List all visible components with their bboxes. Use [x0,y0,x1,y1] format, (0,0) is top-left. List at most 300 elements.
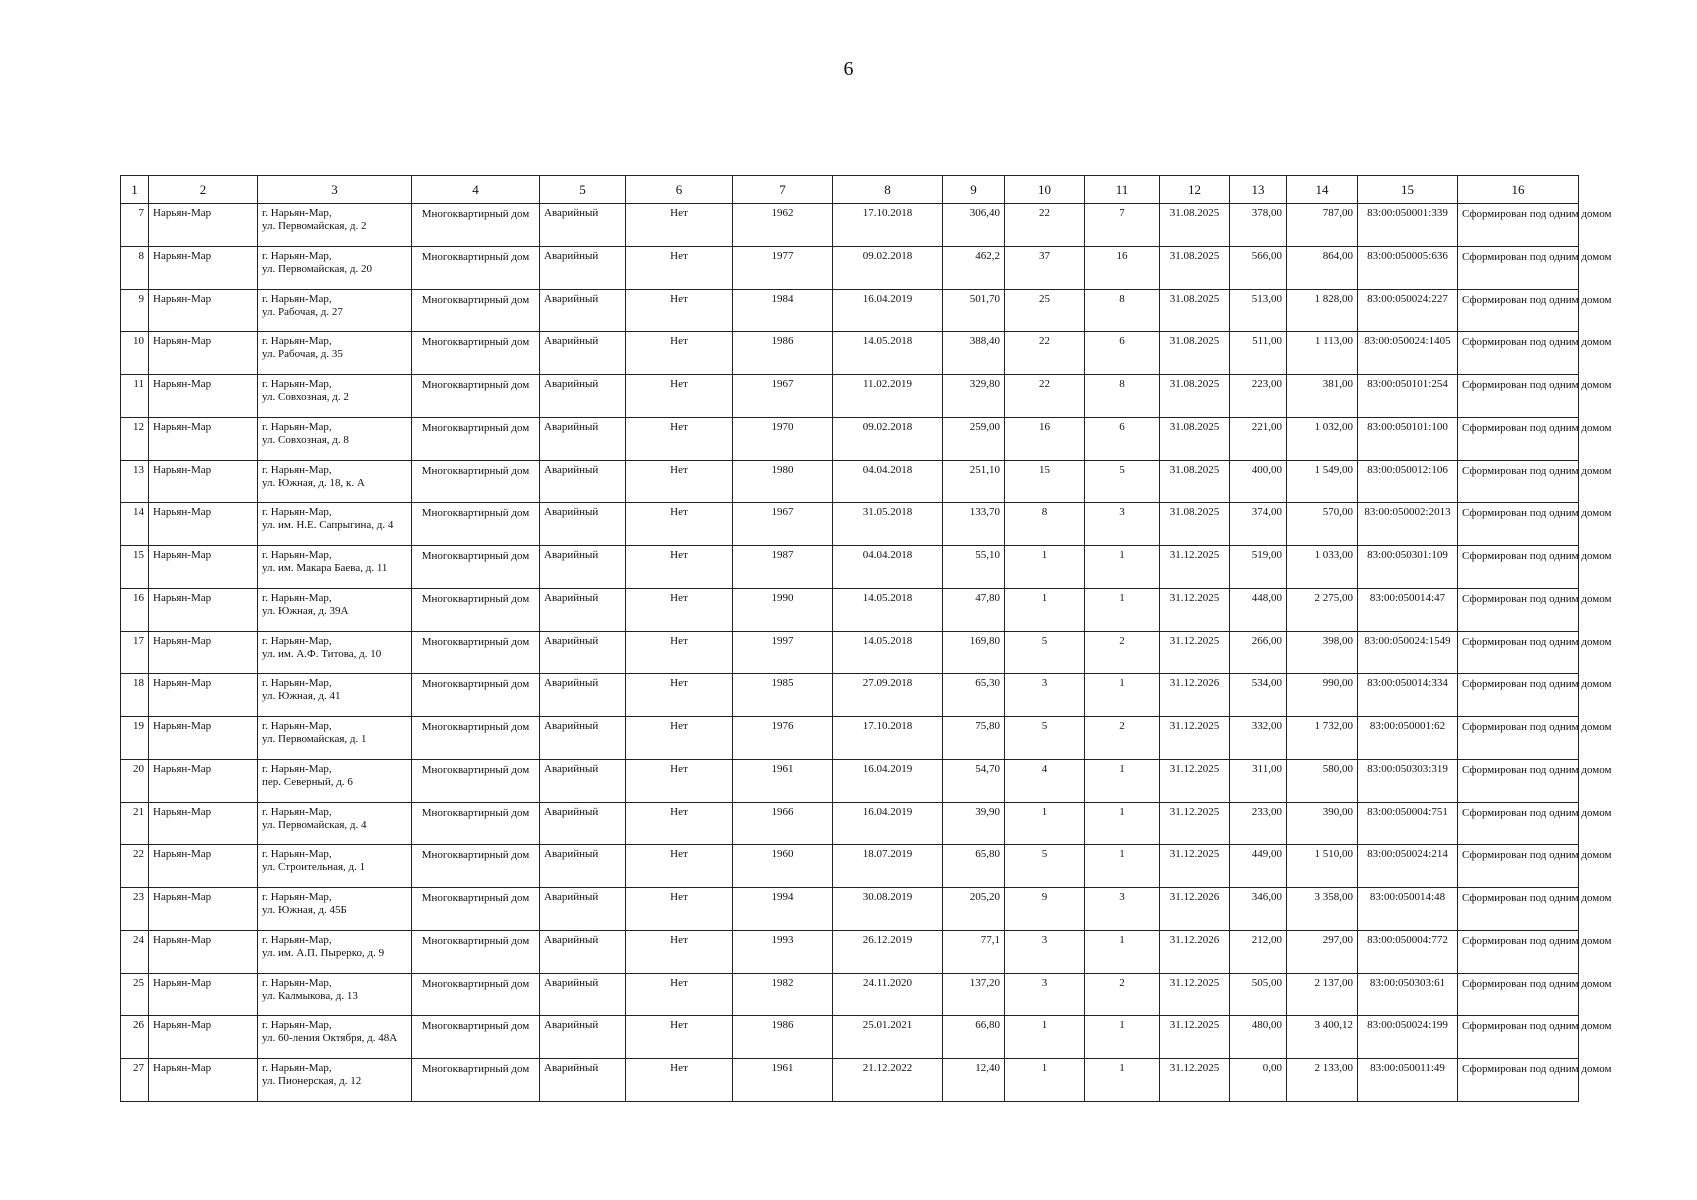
address-street-line: ул. Совхозная, д. 8 [262,433,349,446]
column-14-cell: 390,00 [1287,802,1358,845]
deadline-cell: 31.12.2025 [1160,802,1230,845]
condition-cell: Аварийный [540,674,626,717]
housing-registry-table [120,175,1612,1102]
cadastral-number-cell: 83:00:050024:214 [1358,845,1458,888]
row-number-cell: 20 [121,759,149,802]
table-row [121,888,1579,931]
city-cell: Нарьян-Мар [149,930,258,973]
residents-cell: 25 [1005,289,1085,332]
residents-cell: 22 [1005,375,1085,418]
date-cell: 30.08.2019 [833,888,943,931]
column-header-1: 1 [121,176,149,204]
date-cell: 17.10.2018 [833,204,943,247]
address-cell [258,631,412,674]
address-street-line: ул. Строительная, д. 1 [262,861,366,874]
address-cell [258,503,412,546]
address-cell [258,204,412,247]
column-14-cell: 2 275,00 [1287,588,1358,631]
address-cell [258,717,412,760]
row-number-cell: 17 [121,631,149,674]
deadline-cell: 31.12.2026 [1160,888,1230,931]
building-type-cell: Многоквартирный дом [412,417,540,460]
city-cell: Нарьян-Мар [149,1016,258,1059]
land-status-cell: Сформирован под одним домом [1458,759,1579,802]
apartments-cell: 6 [1085,332,1160,375]
table-row [121,375,1579,418]
table-row [121,674,1579,717]
building-type-cell: Многоквартирный дом [412,802,540,845]
column-13-cell: 221,00 [1230,417,1287,460]
column-14-cell: 1 828,00 [1287,289,1358,332]
cadastral-number-cell: 83:00:050024:227 [1358,289,1458,332]
residents-cell: 5 [1005,631,1085,674]
condition-cell: Аварийный [540,375,626,418]
condition-cell: Аварийный [540,417,626,460]
column-header-7: 7 [733,176,833,204]
condition-cell: Аварийный [540,289,626,332]
cadastral-number-cell: 83:00:050024:1405 [1358,332,1458,375]
flag-cell: Нет [626,631,733,674]
year-cell: 1987 [733,546,833,589]
column-13-cell: 519,00 [1230,546,1287,589]
city-cell: Нарьян-Мар [149,631,258,674]
building-type-cell: Многоквартирный дом [412,973,540,1016]
date-cell: 04.04.2018 [833,546,943,589]
address-city-line: г. Нарьян-Мар, [262,591,332,604]
address-city-line: г. Нарьян-Мар, [262,549,332,561]
city-cell: Нарьян-Мар [149,588,258,631]
deadline-cell: 31.08.2025 [1160,289,1230,332]
column-header-12: 12 [1160,176,1230,204]
table-row [121,417,1579,460]
row-number-cell: 7 [121,204,149,247]
row-number-cell: 12 [121,417,149,460]
city-cell: Нарьян-Мар [149,674,258,717]
row-number-cell: 14 [121,503,149,546]
cadastral-number-cell: 83:00:050012:106 [1358,460,1458,503]
residents-cell: 15 [1005,460,1085,503]
residents-cell: 1 [1005,802,1085,845]
column-header-13: 13 [1230,176,1287,204]
land-status-cell: Сформирован под одним домом [1458,930,1579,973]
condition-cell: Аварийный [540,802,626,845]
column-14-cell: 3 400,12 [1287,1016,1358,1059]
land-status-cell: Сформирован под одним домом [1458,1059,1579,1102]
city-cell: Нарьян-Мар [149,503,258,546]
column-13-cell: 374,00 [1230,503,1287,546]
flag-cell: Нет [626,973,733,1016]
deadline-cell: 31.12.2025 [1160,631,1230,674]
condition-cell: Аварийный [540,973,626,1016]
residents-cell: 1 [1005,1016,1085,1059]
building-type-cell: Многоквартирный дом [412,546,540,589]
table-row [121,930,1579,973]
land-status-cell: Сформирован под одним домом [1458,246,1579,289]
date-cell: 04.04.2018 [833,460,943,503]
year-cell: 1984 [733,289,833,332]
row-number-cell: 9 [121,289,149,332]
residents-cell: 1 [1005,1059,1085,1102]
city-cell: Нарьян-Мар [149,759,258,802]
cadastral-number-cell: 83:00:050101:100 [1358,417,1458,460]
deadline-cell: 31.12.2025 [1160,845,1230,888]
condition-cell: Аварийный [540,546,626,589]
residents-cell: 4 [1005,759,1085,802]
deadline-cell: 31.08.2025 [1160,460,1230,503]
cadastral-number-cell: 83:00:050301:109 [1358,546,1458,589]
address-cell [258,460,412,503]
address-city-line: г. Нарьян-Мар, [262,891,332,903]
building-type-cell: Многоквартирный дом [412,375,540,418]
column-13-cell: 400,00 [1230,460,1287,503]
building-type-cell: Многоквартирный дом [412,845,540,888]
table-body [121,204,1612,1102]
address-street-line: ул. им. Н.Е. Сапрыгина, д. 4 [262,519,394,532]
city-cell: Нарьян-Мар [149,1059,258,1102]
flag-cell: Нет [626,204,733,247]
condition-cell: Аварийный [540,204,626,247]
column-14-cell: 1 033,00 [1287,546,1358,589]
cadastral-number-cell: 83:00:050014:334 [1358,674,1458,717]
row-number-cell: 26 [121,1016,149,1059]
page-number: 6 [843,58,854,80]
year-cell: 1986 [733,1016,833,1059]
building-type-cell: Многоквартирный дом [412,631,540,674]
year-cell: 1985 [733,674,833,717]
column-13-cell: 332,00 [1230,717,1287,760]
column-14-cell: 398,00 [1287,631,1358,674]
area-cell: 55,10 [943,546,1005,589]
address-cell [258,332,412,375]
apartments-cell: 7 [1085,204,1160,247]
land-status-cell: Сформирован под одним домом [1458,289,1579,332]
row-number-cell: 21 [121,802,149,845]
cadastral-number-cell: 83:00:050004:751 [1358,802,1458,845]
apartments-cell: 1 [1085,546,1160,589]
address-cell [258,1059,412,1102]
address-city-line: г. Нарьян-Мар, [262,378,332,390]
condition-cell: Аварийный [540,460,626,503]
column-header-11: 11 [1085,176,1160,204]
header-row [121,176,1579,204]
building-type-cell: Многоквартирный дом [412,1059,540,1102]
flag-cell: Нет [626,417,733,460]
cadastral-number-cell: 83:00:050024:199 [1358,1016,1458,1059]
land-status-cell: Сформирован под одним домом [1458,546,1579,589]
table-row [121,1016,1579,1059]
row-number-cell: 24 [121,930,149,973]
residents-cell: 1 [1005,546,1085,589]
column-14-cell: 3 358,00 [1287,888,1358,931]
cadastral-number-cell: 83:00:050005:636 [1358,246,1458,289]
apartments-cell: 6 [1085,417,1160,460]
condition-cell: Аварийный [540,1016,626,1059]
address-city-line: г. Нарьян-Мар, [262,634,332,647]
row-number-cell: 22 [121,845,149,888]
condition-cell: Аварийный [540,503,626,546]
address-street-line: ул. Рабочая, д. 27 [262,305,343,318]
address-street-line: ул. 60-ления Октября, д. 48А [262,1032,398,1045]
column-13-cell: 449,00 [1230,845,1287,888]
area-cell: 77,1 [943,930,1005,973]
address-cell [258,845,412,888]
residents-cell: 1 [1005,588,1085,631]
deadline-cell: 31.12.2025 [1160,973,1230,1016]
address-street-line: ул. Рабочая, д. 35 [262,348,343,361]
table-row [121,503,1579,546]
year-cell: 1967 [733,503,833,546]
year-cell: 1994 [733,888,833,931]
deadline-cell: 31.12.2025 [1160,546,1230,589]
year-cell: 1976 [733,717,833,760]
area-cell: 306,40 [943,204,1005,247]
deadline-cell: 31.12.2025 [1160,1059,1230,1102]
row-number-cell: 8 [121,246,149,289]
year-cell: 1993 [733,930,833,973]
apartments-cell: 1 [1085,930,1160,973]
flag-cell: Нет [626,332,733,375]
land-status-cell: Сформирован под одним домом [1458,973,1579,1016]
date-cell: 16.04.2019 [833,289,943,332]
date-cell: 18.07.2019 [833,845,943,888]
cadastral-number-cell: 83:00:050001:339 [1358,204,1458,247]
column-14-cell: 1 032,00 [1287,417,1358,460]
column-header-15: 15 [1358,176,1458,204]
row-number-cell: 23 [121,888,149,931]
condition-cell: Аварийный [540,930,626,973]
area-cell: 65,30 [943,674,1005,717]
address-cell [258,1016,412,1059]
condition-cell: Аварийный [540,588,626,631]
condition-cell: Аварийный [540,246,626,289]
land-status-cell: Сформирован под одним домом [1458,204,1579,247]
address-street-line: ул. Южная, д. 18, к. А [262,476,365,489]
land-status-cell: Сформирован под одним домом [1458,888,1579,931]
building-type-cell: Многоквартирный дом [412,1016,540,1059]
city-cell: Нарьян-Мар [149,717,258,760]
year-cell: 1967 [733,375,833,418]
table-row [121,759,1579,802]
flag-cell: Нет [626,1059,733,1102]
address-street-line: ул. им. А.Ф. Титова, д. 10 [262,647,382,660]
area-cell: 12,40 [943,1059,1005,1102]
column-header-2: 2 [149,176,258,204]
table-row [121,332,1579,375]
apartments-cell: 2 [1085,631,1160,674]
building-type-cell: Многоквартирный дом [412,588,540,631]
deadline-cell: 31.12.2025 [1160,588,1230,631]
address-city-line: г. Нарьян-Мар, [262,677,332,690]
residents-cell: 9 [1005,888,1085,931]
date-cell: 24.11.2020 [833,973,943,1016]
address-cell [258,759,412,802]
year-cell: 1961 [733,759,833,802]
condition-cell: Аварийный [540,759,626,802]
cadastral-number-cell: 83:00:050001:62 [1358,717,1458,760]
row-number-cell: 18 [121,674,149,717]
cadastral-number-cell: 83:00:050024:1549 [1358,631,1458,674]
address-city-line: г. Нарьян-Мар, [262,933,332,946]
address-street-line: пер. Северный, д. 6 [262,775,353,788]
column-13-cell: 346,00 [1230,888,1287,931]
apartments-cell: 16 [1085,246,1160,289]
address-cell [258,246,412,289]
residents-cell: 3 [1005,674,1085,717]
apartments-cell: 1 [1085,802,1160,845]
area-cell: 39,90 [943,802,1005,845]
flag-cell: Нет [626,460,733,503]
date-cell: 26.12.2019 [833,930,943,973]
building-type-cell: Многоквартирный дом [412,204,540,247]
deadline-cell: 31.08.2025 [1160,503,1230,546]
deadline-cell: 31.12.2026 [1160,674,1230,717]
city-cell: Нарьян-Мар [149,802,258,845]
address-cell [258,674,412,717]
column-14-cell: 1 510,00 [1287,845,1358,888]
table-row [121,289,1579,332]
date-cell: 16.04.2019 [833,759,943,802]
area-cell: 329,80 [943,375,1005,418]
table-row [121,204,1579,247]
cadastral-number-cell: 83:00:050004:772 [1358,930,1458,973]
residents-cell: 5 [1005,717,1085,760]
apartments-cell: 5 [1085,460,1160,503]
flag-cell: Нет [626,802,733,845]
address-city-line: г. Нарьян-Мар, [262,335,332,348]
building-type-cell: Многоквартирный дом [412,759,540,802]
flag-cell: Нет [626,289,733,332]
apartments-cell: 3 [1085,503,1160,546]
row-number-cell: 13 [121,460,149,503]
area-cell: 259,00 [943,417,1005,460]
table-row [121,460,1579,503]
building-type-cell: Многоквартирный дом [412,674,540,717]
city-cell: Нарьян-Мар [149,332,258,375]
column-header-6: 6 [626,176,733,204]
date-cell: 14.05.2018 [833,631,943,674]
city-cell: Нарьян-Мар [149,973,258,1016]
residents-cell: 16 [1005,417,1085,460]
address-city-line: г. Нарьян-Мар, [262,207,332,219]
date-cell: 09.02.2018 [833,246,943,289]
column-14-cell: 787,00 [1287,204,1358,247]
column-13-cell: 233,00 [1230,802,1287,845]
date-cell: 25.01.2021 [833,1016,943,1059]
residents-cell: 22 [1005,204,1085,247]
table-row [121,588,1579,631]
apartments-cell: 1 [1085,1016,1160,1059]
year-cell: 1962 [733,204,833,247]
address-street-line: ул. Южная, д. 45Б [262,904,347,916]
apartments-cell: 3 [1085,888,1160,931]
area-cell: 462,2 [943,246,1005,289]
address-cell [258,888,412,931]
address-city-line: г. Нарьян-Мар, [262,1019,332,1032]
address-cell [258,289,412,332]
column-header-8: 8 [833,176,943,204]
year-cell: 1997 [733,631,833,674]
flag-cell: Нет [626,759,733,802]
address-city-line: г. Нарьян-Мар, [262,420,332,433]
city-cell: Нарьян-Мар [149,546,258,589]
address-street-line: ул. Первомайская, д. 4 [262,818,367,831]
cadastral-number-cell: 83:00:050303:61 [1358,973,1458,1016]
residents-cell: 3 [1005,973,1085,1016]
land-status-cell: Сформирован под одним домом [1458,503,1579,546]
deadline-cell: 31.12.2025 [1160,759,1230,802]
year-cell: 1960 [733,845,833,888]
table-row [121,1059,1579,1102]
column-14-cell: 990,00 [1287,674,1358,717]
cadastral-number-cell: 83:00:050101:254 [1358,375,1458,418]
apartments-cell: 1 [1085,674,1160,717]
area-cell: 47,80 [943,588,1005,631]
date-cell: 14.05.2018 [833,588,943,631]
apartments-cell: 8 [1085,289,1160,332]
city-cell: Нарьян-Мар [149,888,258,931]
column-header-3: 3 [258,176,412,204]
table-row [121,631,1579,674]
table-row [121,973,1579,1016]
column-14-cell: 1 113,00 [1287,332,1358,375]
address-street-line: ул. Первомайская, д. 20 [262,262,372,275]
condition-cell: Аварийный [540,845,626,888]
deadline-cell: 31.08.2025 [1160,417,1230,460]
column-14-cell: 1 732,00 [1287,717,1358,760]
address-street-line: ул. Калмыкова, д. 13 [262,989,358,1002]
city-cell: Нарьян-Мар [149,375,258,418]
row-number-cell: 27 [121,1059,149,1102]
row-number-cell: 16 [121,588,149,631]
deadline-cell: 31.12.2025 [1160,717,1230,760]
address-street-line: ул. им. А.П. Пырерко, д. 9 [262,946,385,959]
column-13-cell: 212,00 [1230,930,1287,973]
building-type-cell: Многоквартирный дом [412,717,540,760]
building-type-cell: Многоквартирный дом [412,332,540,375]
city-cell: Нарьян-Мар [149,845,258,888]
address-city-line: г. Нарьян-Мар, [262,506,332,519]
column-13-cell: 0,00 [1230,1059,1287,1102]
column-13-cell: 566,00 [1230,246,1287,289]
table-row [121,802,1579,845]
row-number-cell: 25 [121,973,149,1016]
column-14-cell: 381,00 [1287,375,1358,418]
condition-cell: Аварийный [540,332,626,375]
deadline-cell: 31.08.2025 [1160,246,1230,289]
address-city-line: г. Нарьян-Мар, [262,848,332,861]
address-cell [258,546,412,589]
address-street-line: ул. Совхозная, д. 2 [262,391,349,403]
flag-cell: Нет [626,546,733,589]
apartments-cell: 1 [1085,1059,1160,1102]
year-cell: 1966 [733,802,833,845]
column-header-14: 14 [1287,176,1358,204]
flag-cell: Нет [626,375,733,418]
column-header-5: 5 [540,176,626,204]
land-status-cell: Сформирован под одним домом [1458,1016,1579,1059]
area-cell: 66,80 [943,1016,1005,1059]
apartments-cell: 1 [1085,759,1160,802]
land-status-cell: Сформирован под одним домом [1458,845,1579,888]
condition-cell: Аварийный [540,888,626,931]
address-street-line: ул. им. Макара Баева, д. 11 [262,562,388,574]
city-cell: Нарьян-Мар [149,204,258,247]
land-status-cell: Сформирован под одним домом [1458,802,1579,845]
address-cell [258,973,412,1016]
condition-cell: Аварийный [540,1059,626,1102]
column-13-cell: 448,00 [1230,588,1287,631]
year-cell: 1961 [733,1059,833,1102]
